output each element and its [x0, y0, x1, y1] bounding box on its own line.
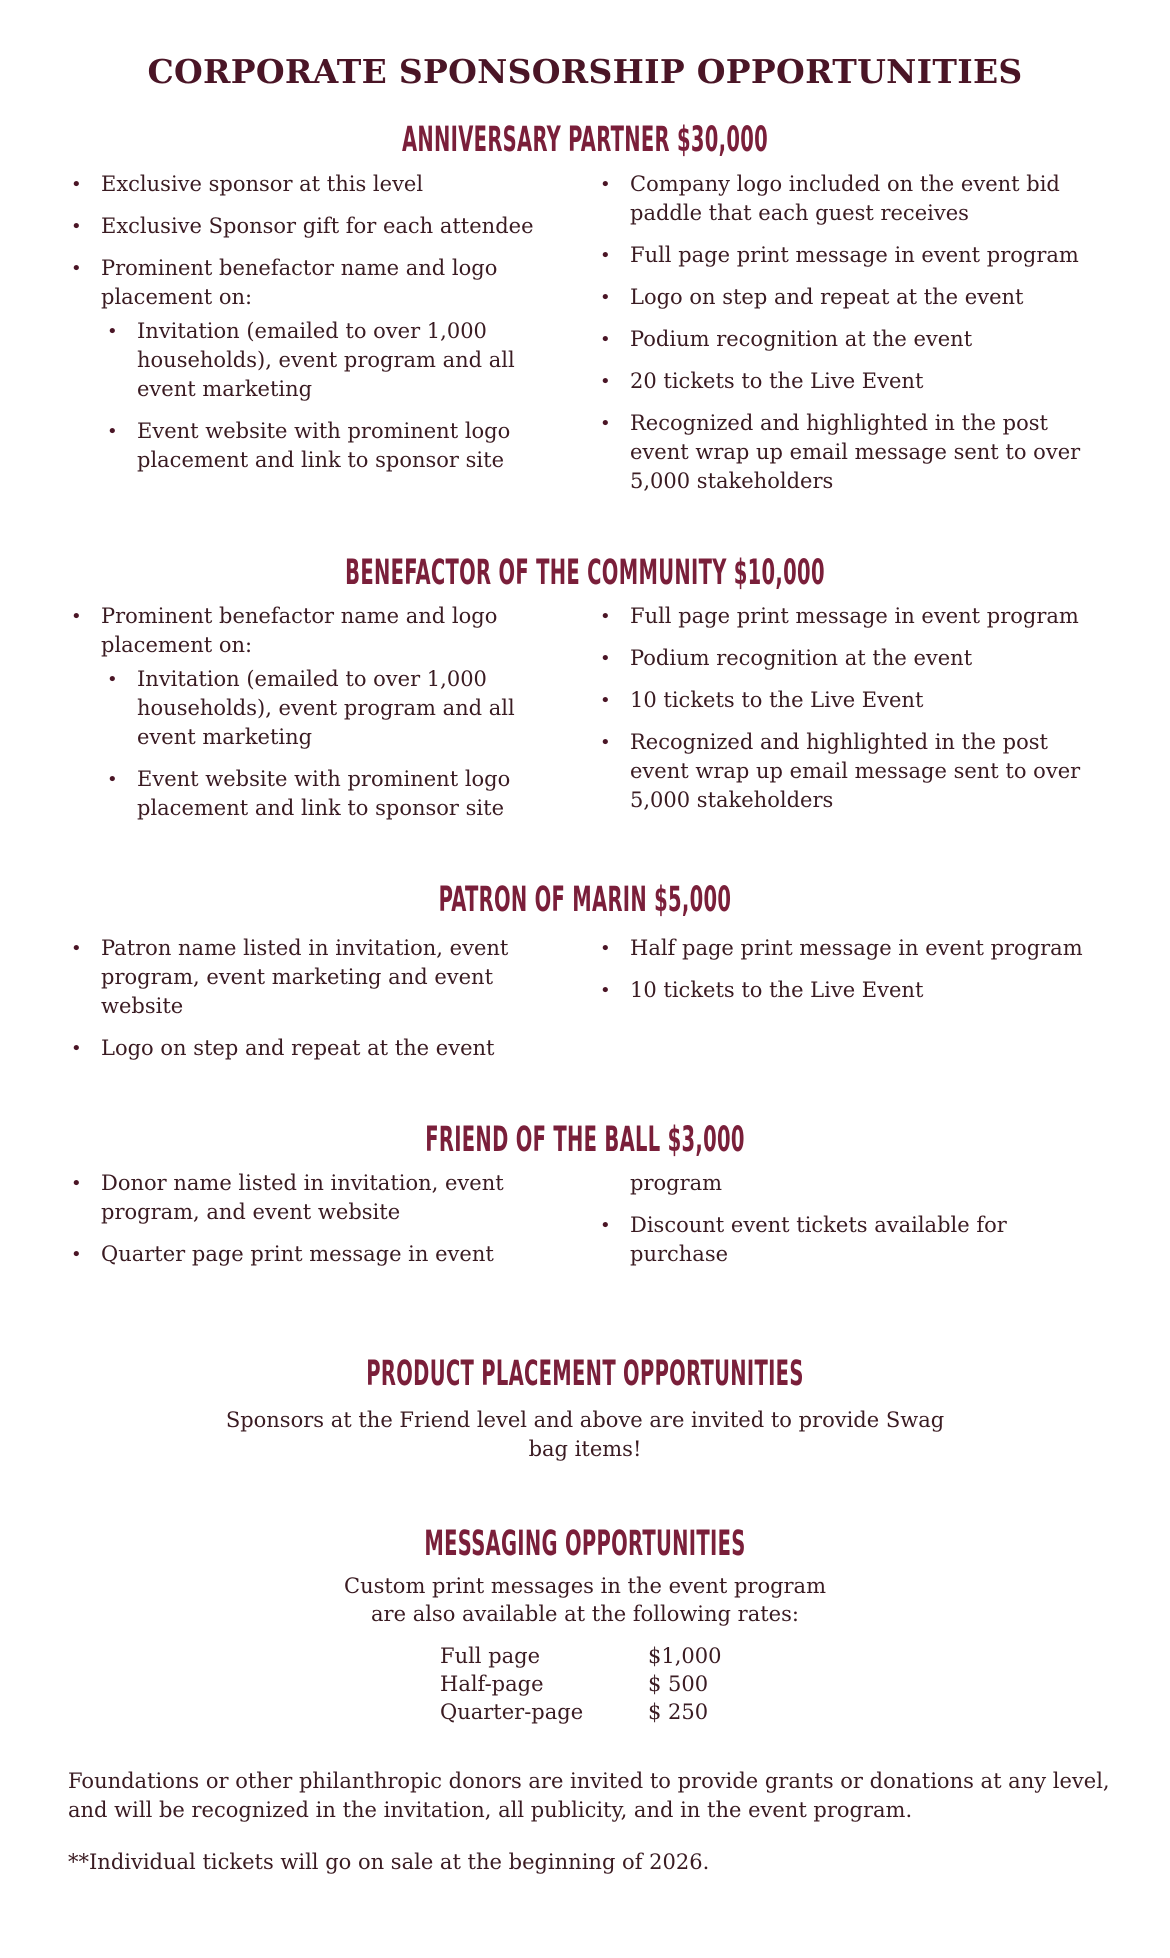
list-item: • 10 tickets to the Live Event	[597, 686, 1097, 715]
bullet-icon: •	[71, 174, 82, 195]
list-item: • Logo on step and repeat at the event	[597, 283, 1097, 312]
sub-list-item: • Event website with prominent logo placement and link to sponsor site	[107, 767, 511, 820]
bullet-icon: •	[600, 287, 611, 308]
list-item: • Full page print message in event program	[597, 241, 1097, 270]
bullet-icon: •	[600, 1215, 611, 1236]
tier-anniversary-right-list	[597, 170, 1097, 509]
sub-list-item: • Invitation (emailed to over 1,000 households), event program and all event marketing	[107, 667, 515, 749]
product-placement-text-line1: Sponsors at the Friend level and above are invited to provide Swag	[225, 1408, 945, 1432]
list-item: • Recognized and highlighted in the post event wrap up email message sent to over 5,000 stakeholders	[600, 411, 1081, 493]
tier-anniversary-left-list	[68, 170, 538, 488]
tier-benefactor-right-list	[597, 602, 1097, 828]
bullet-icon: •	[600, 371, 611, 392]
bullet-icon: •	[71, 938, 82, 959]
bullet-icon: •	[107, 321, 118, 342]
list-item-continuation: program	[630, 1171, 723, 1195]
sub-list-item: • Invitation (emailed to over 1,000 households), event program and all event marketing	[107, 319, 515, 401]
messaging-heading: MESSAGING OPPORTUNITIES	[424, 1524, 746, 1564]
sub-list	[101, 317, 538, 475]
list-item: • Company logo included on the event bid paddle that each guest receives	[600, 172, 1060, 225]
bullet-icon: •	[600, 413, 611, 434]
list-item: • Quarter page print message in event	[68, 1240, 538, 1269]
list-item: • Podium recognition at the event	[597, 325, 1097, 354]
bullet-icon: •	[107, 769, 118, 790]
tier-patron-left-list	[68, 934, 538, 1076]
foundations-paragraph: Foundations or other philanthropic donors are invited to provide grants or donations at any level, and will be recognized in the invitation, all publicity, and in the event program.	[68, 1769, 1110, 1822]
tier-heading-patron: PATRON OF MARIN $5,000	[438, 880, 732, 920]
rate-price: $ 250	[648, 1700, 709, 1724]
page-title: CORPORATE SPONSORSHIP OPPORTUNITIES	[147, 52, 1023, 91]
tier-heading-benefactor: BENEFACTOR OF THE COMMUNITY $10,000	[345, 553, 825, 593]
list-item: • Prominent benefactor name and logo placement on: • Invitation (emailed to over 1,000 households), event program and all event marketing • Event website with prominent logo placement and link to sponsor site	[68, 602, 538, 823]
list-item: • Logo on step and repeat at the event	[68, 1034, 538, 1063]
bullet-icon: •	[600, 648, 611, 669]
rate-price: $1,000	[648, 1644, 722, 1668]
rate-label: Half-page	[440, 1672, 544, 1696]
list-item: • Discount event tickets available for purchase	[600, 1213, 1007, 1266]
rate-label: Quarter-page	[440, 1700, 584, 1724]
list-item: • Recognized and highlighted in the post event wrap up email message sent to over 5,000 stakeholders	[600, 730, 1081, 812]
bullet-icon: •	[71, 606, 82, 627]
bullet-icon: •	[71, 1038, 82, 1059]
rate-row	[440, 1698, 721, 1726]
rate-row	[440, 1642, 721, 1670]
bullet-icon: •	[71, 1173, 82, 1194]
bullet-icon: •	[600, 329, 611, 350]
list-item: • Half page print message in event program	[597, 934, 1097, 963]
bullet-icon: •	[107, 421, 118, 442]
rates-table	[440, 1642, 721, 1726]
tier-friend-right-list	[597, 1169, 1097, 1282]
product-placement-text-line2: bag items!	[528, 1437, 642, 1461]
bullet-icon: •	[600, 980, 611, 1001]
list-item: • Donor name listed in invitation, event program, and event website	[71, 1171, 504, 1224]
list-item: • Exclusive Sponsor gift for each attendee	[68, 212, 538, 241]
tier-friend-left-list	[68, 1169, 538, 1282]
tier-heading-anniversary: ANNIVERSARY PARTNER $30,000	[401, 120, 769, 160]
rate-row	[440, 1670, 721, 1698]
bullet-icon: •	[600, 174, 611, 195]
list-item: • Exclusive sponsor at this level	[68, 170, 538, 199]
bullet-icon: •	[71, 258, 82, 279]
tier-heading-friend: FRIEND OF THE BALL $3,000	[425, 1120, 745, 1160]
bullet-icon: •	[600, 690, 611, 711]
list-item: • Full page print message in event program	[597, 602, 1097, 631]
list-item: • 10 tickets to the Live Event	[597, 976, 1097, 1005]
sub-list	[101, 665, 538, 823]
list-item: • Prominent benefactor name and logo placement on: • Invitation (emailed to over 1,000 households), event program and all event marketing • Event website with prominent logo placement and link to sponsor site	[68, 254, 538, 475]
bullet-icon: •	[600, 732, 611, 753]
list-item: • Patron name listed in invitation, event program, event marketing and event website	[71, 936, 509, 1018]
sub-list-item: • Event website with prominent logo placement and link to sponsor site	[107, 419, 511, 472]
footnote: **Individual tickets will go on sale at the beginning of 2026.	[68, 1850, 710, 1874]
bullet-icon: •	[71, 1244, 82, 1265]
messaging-text-line1: Custom print messages in the event program	[344, 1574, 826, 1598]
messaging-text-line2: are also available at the following rates:	[371, 1602, 799, 1626]
list-item: • Podium recognition at the event	[597, 644, 1097, 673]
bullet-icon: •	[600, 606, 611, 627]
rate-price: $ 500	[648, 1672, 709, 1696]
tier-benefactor-left-list	[68, 602, 538, 836]
bullet-icon: •	[600, 245, 611, 266]
bullet-icon: •	[71, 216, 82, 237]
bullet-icon: •	[107, 669, 118, 690]
rate-label: Full page	[440, 1644, 541, 1668]
list-item: • 20 tickets to the Live Event	[597, 367, 1097, 396]
bullet-icon: •	[600, 938, 611, 959]
product-placement-heading: PRODUCT PLACEMENT OPPORTUNITIES	[366, 1354, 804, 1394]
tier-patron-right-list	[597, 934, 1097, 1018]
